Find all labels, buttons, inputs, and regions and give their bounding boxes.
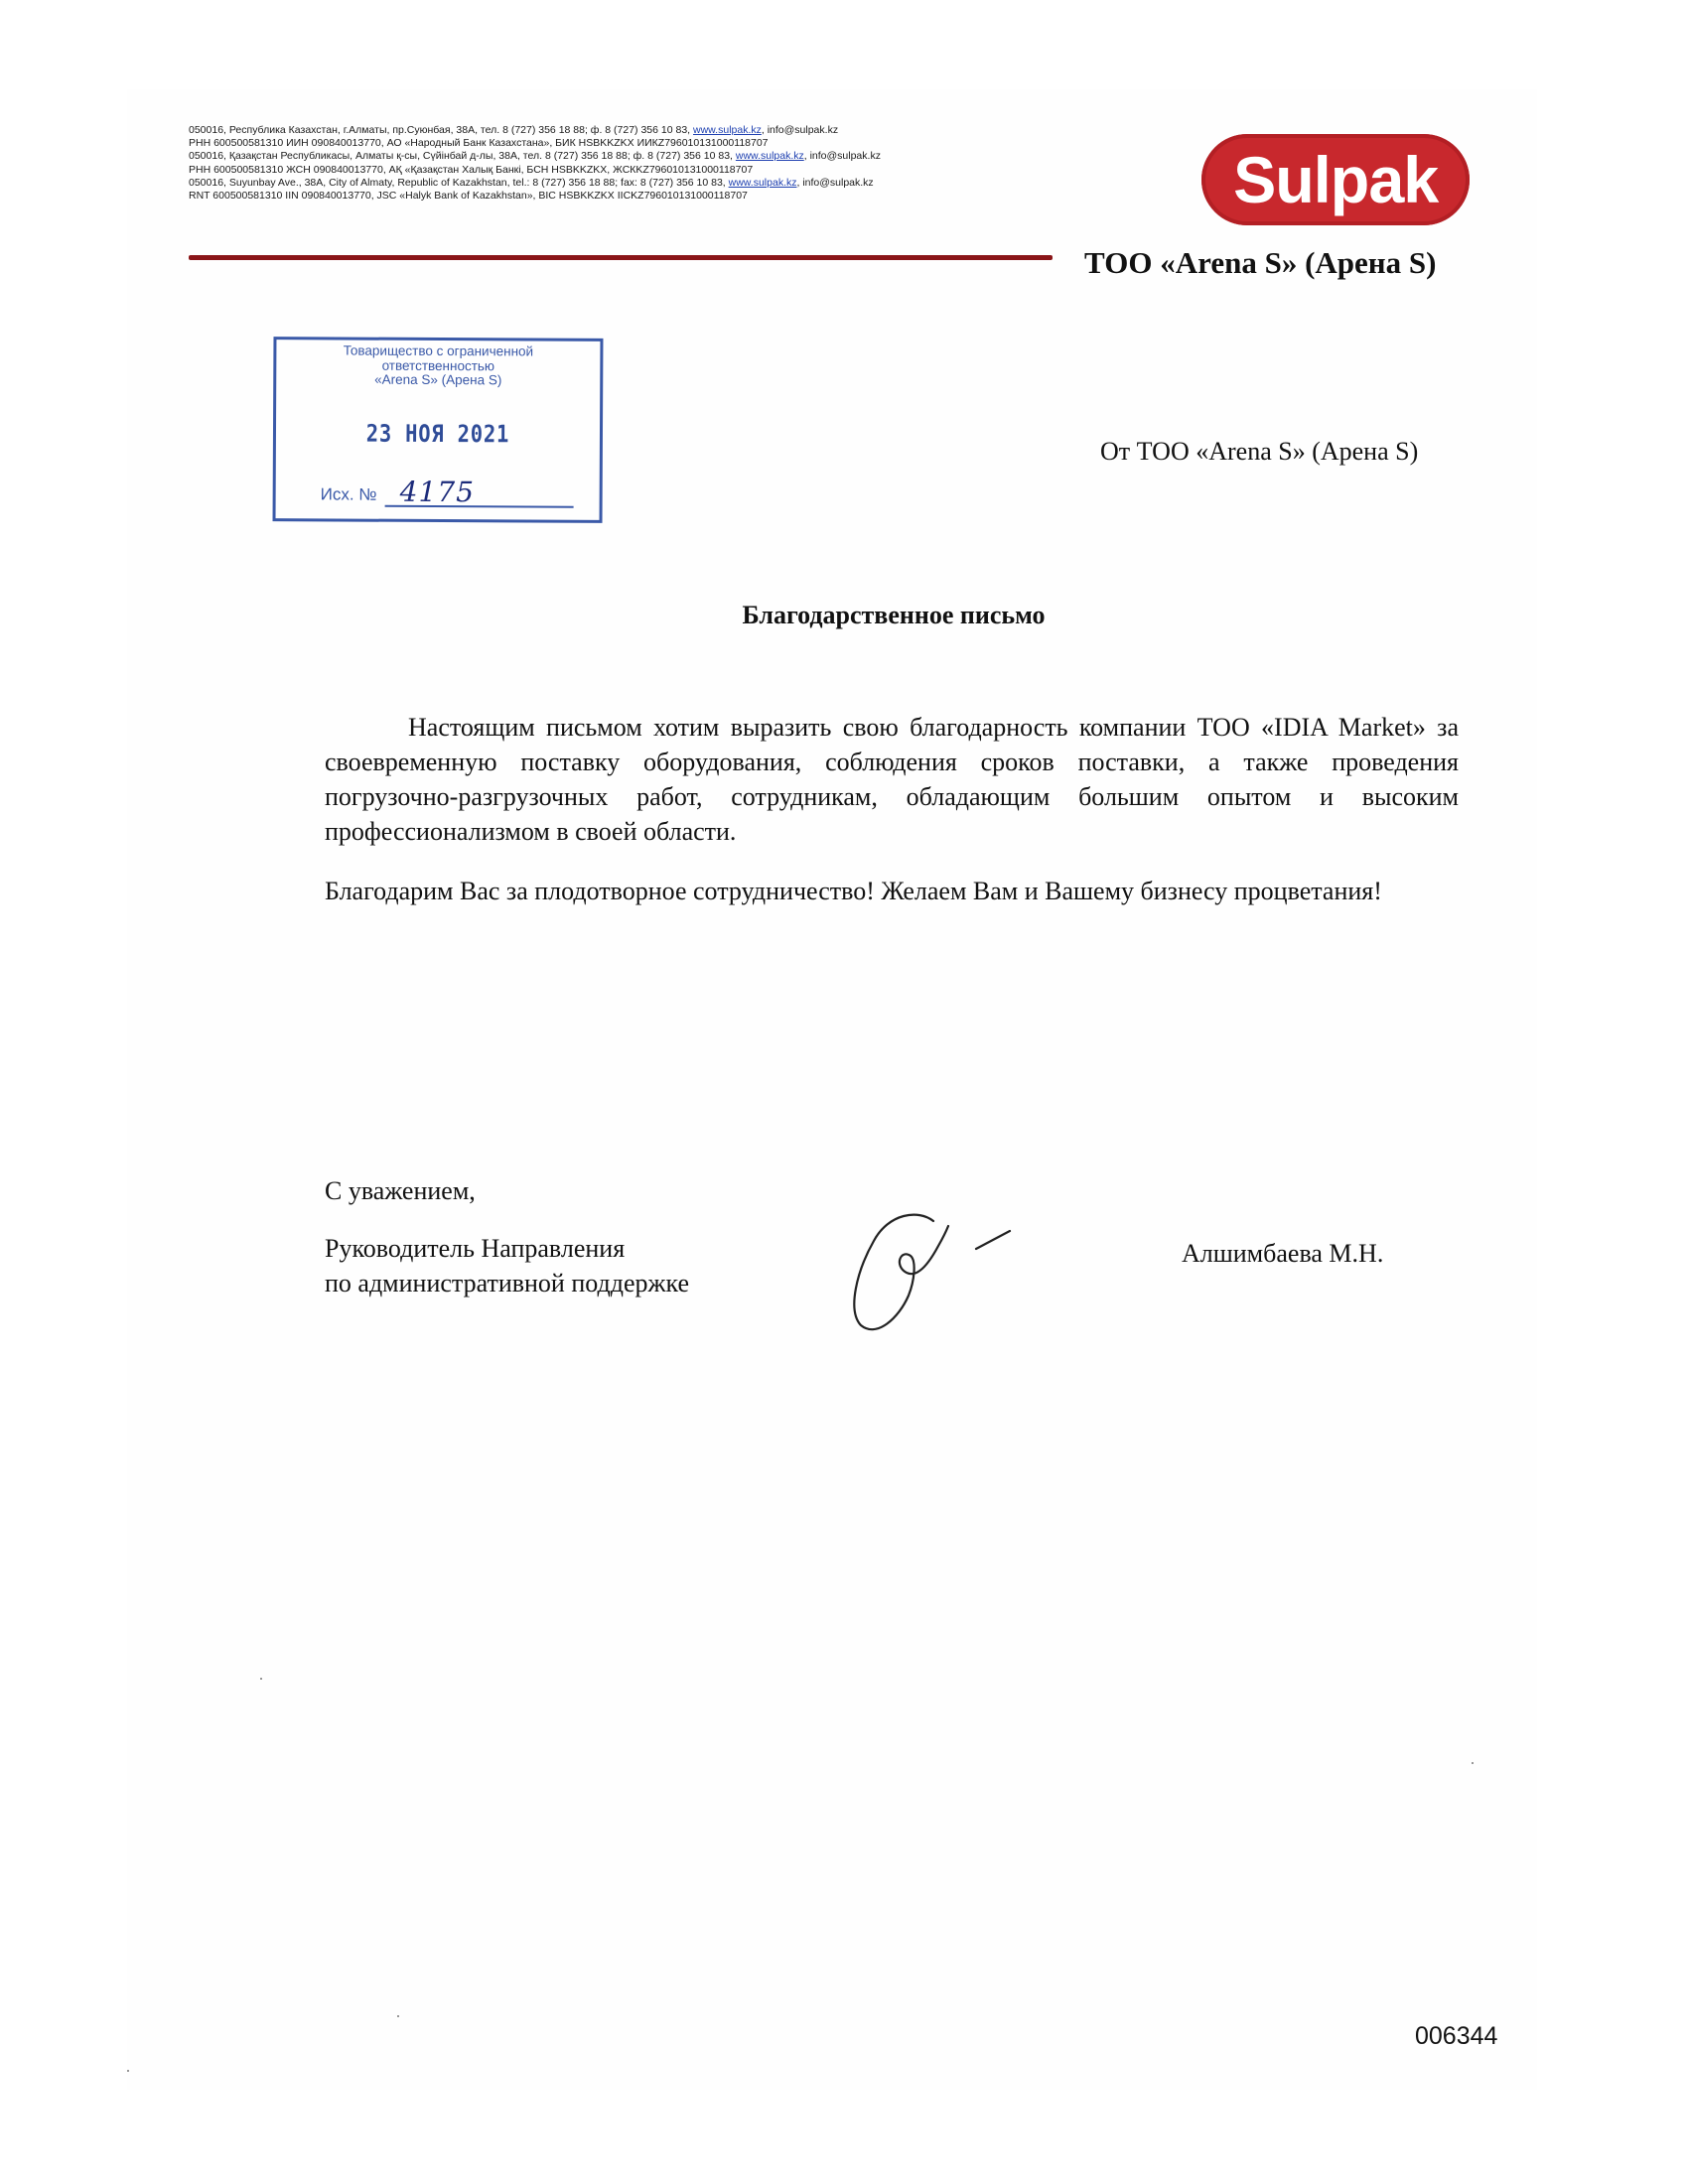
outgoing-stamp — [273, 337, 604, 523]
requisites-line: РНН 600500581310 ЖСН 090840013770, АҚ «Қазақстан Халық Банкі, БСН HSBKKZKX, ЖСКKZ796010131000118707 — [189, 163, 754, 176]
stamp-ref-number: 4175 — [399, 475, 476, 509]
signatory-position — [325, 1231, 689, 1300]
requisites-line: РНН 600500581310 ИИН 090840013770, АО «Народный Банк Казахстана», БИК HSBKKZKX ИИКZ796010131000118707 — [189, 137, 769, 150]
requisites-line: RNT 600500581310 IIN 090840013770, JSC «Halyk Bank of Kazakhstan», BIC HSBKKZKX IICKZ796010131000118707 — [189, 190, 748, 203]
website-link[interactable]: www.sulpak.kz — [693, 124, 762, 136]
letter-paragraph: Благодарим Вас за плодотворное сотрудничество! Желаем Вам и Вашему бизнесу процветания! — [325, 877, 1382, 905]
document-number: 006344 — [1415, 2022, 1498, 2050]
letterhead-requisites — [189, 124, 881, 203]
stamp-org-line: ответственностью — [381, 357, 495, 373]
requisites-line: 050016, Suyunbay Ave., 38A, City of Almaty, Republic of Kazakhstan, tel.: 8 (727) 356 18 88; fax: 8 (727) 356 10 83, www.sulpak.kz, info@sulpak.kz — [189, 176, 874, 189]
scan-speck — [397, 2015, 399, 2017]
scan-speck — [1472, 1762, 1474, 1764]
sulpak-logo — [1201, 134, 1470, 225]
signatory-name: Алшимбаева М.Н. — [1182, 1239, 1384, 1268]
requisites-line: 050016, Республика Казахстан, г.Алматы, пр.Суюнбая, 38А, тел. 8 (727) 356 18 88; ф. 8 (727) 356 10 83, www.sulpak.kz, info@sulpak.kz — [189, 124, 839, 136]
closing: С уважением, — [325, 1176, 476, 1205]
stamp-org-line: «Arena S» (Арена S) — [374, 371, 502, 388]
position-line: Руководитель Направления — [325, 1234, 626, 1263]
header-divider — [189, 255, 1053, 260]
requisites-line: 050016, Қазақстан Республикасы, Алматы қ-сы, Сүйінбай д-лы, 38А, тел. 8 (727) 356 18 88; ф. 8 (727) 356 10 83, www.sulpak.kz, info@sulpak.kz — [189, 150, 881, 163]
handwritten-signature — [839, 1201, 1057, 1340]
sender-line: От ТОО «Arena S» (Арена S) — [1100, 437, 1419, 466]
stamp-date: 23 НОЯ 2021 — [365, 419, 510, 449]
scan-speck — [127, 2070, 129, 2072]
website-link[interactable]: www.sulpak.kz — [728, 176, 797, 189]
stamp-org-line: Товарищество с ограниченной — [343, 342, 534, 359]
stamp-ref-label: Исх. № — [320, 484, 377, 504]
company-name: ТОО «Arena S» (Арена S) — [1084, 245, 1437, 280]
letter-title: Благодарственное письмо — [742, 601, 1046, 629]
scan-speck — [260, 1678, 262, 1680]
letter-paragraph: Настоящим письмом хотим выразить свою благодарность компании ТОО «IDIA Market» за своевременную поставку оборудования, соблюдения сроков поставки, а также проведения погрузочно-разгрузочных работ, сотрудникам, обладающим большим опытом и высоким профессионализмом в своей области. — [325, 713, 1459, 846]
stamp-organization — [276, 343, 600, 388]
logo-text: Sulpak — [1232, 143, 1439, 216]
position-line: по административной поддержке — [325, 1269, 689, 1297]
website-link[interactable]: www.sulpak.kz — [735, 150, 804, 163]
